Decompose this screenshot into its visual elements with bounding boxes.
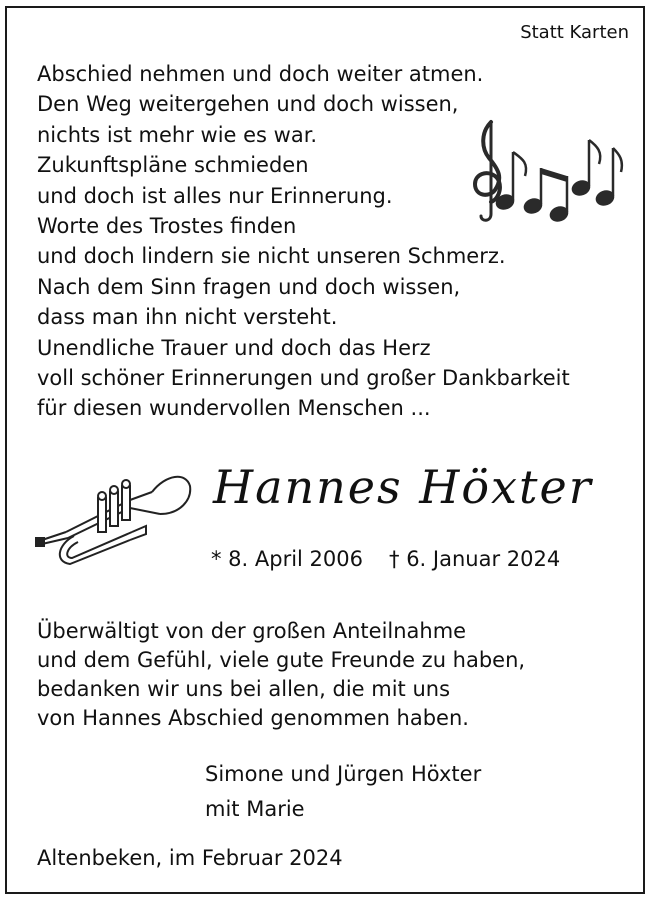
poem-line: und doch ist alles nur Erinnerung. [37,183,393,208]
poem-line: Zukunftspläne schmieden [37,153,309,178]
statt-karten-label: Statt Karten [520,22,629,43]
trumpet-icon [34,470,194,574]
poem-line: Den Weg weitergehen und doch wissen, [37,92,459,117]
signature [205,757,481,827]
signature-line: Simone und Jürgen Höxter [205,762,482,786]
birth-date: * 8. April 2006 [211,547,364,571]
poem-line: und doch lindern sie nicht unseren Schmerz. [37,244,506,269]
music-notes-icon [469,118,624,226]
thanks-line: und dem Gefühl, viele gute Freunde zu haben, [37,648,526,672]
thanks-text [37,617,525,733]
thanks-line: bedanken wir uns bei allen, die mit uns [37,677,451,701]
thanks-line: von Hannes Abschied genommen haben. [37,706,469,730]
poem-line: Unendliche Trauer und doch das Herz [37,335,431,360]
poem-line: nichts ist mehr wie es war. [37,122,318,147]
life-dates [211,547,560,571]
thanks-line: Überwältigt von der großen Anteilnahme [37,619,467,643]
poem-line: Abschied nehmen und doch weiter atmen. [37,62,484,86]
signature-line: mit Marie [205,797,305,821]
poem-line: dass man ihn nicht versteht. [37,305,338,330]
death-date: † 6. Januar 2024 [389,547,561,571]
poem-line: voll schöner Erinnerungen und großer Dankbarkeit [37,366,570,391]
deceased-name: Hannes Höxter [213,460,593,514]
poem-line: für diesen wundervollen Menschen ... [37,396,431,421]
poem-line: Worte des Trostes finden [37,214,297,239]
poem-line: Nach dem Sinn fragen und doch wissen, [37,274,461,299]
obituary-card [5,6,645,894]
poem [37,59,570,424]
place-date: Altenbeken, im Februar 2024 [37,846,343,870]
